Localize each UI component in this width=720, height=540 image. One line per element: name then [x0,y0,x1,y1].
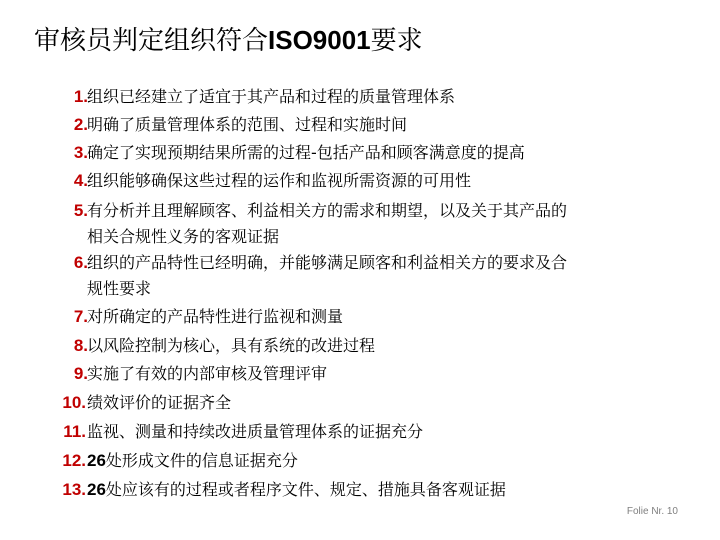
title-standard: ISO9001 [268,25,371,55]
item-text: 组织已经建立了适宜于其产品和过程的质量管理体系 [87,87,456,106]
item-text-line: 组织的产品特性已经明确，并能够满足顾客和利益相关方的要求及合 [87,253,568,272]
item-number: 8. [73,336,88,355]
item-text-line: 规性要求 [87,279,152,298]
item-number: 11. [63,422,86,441]
item-number: 2. [73,115,88,134]
item-text-rest: 处应该有的过程或者程序文件、规定、措施具备客观证据 [105,480,506,499]
item-number: 3. [73,143,88,162]
item-count: 26 [87,451,106,470]
item-number: 5. [73,201,88,220]
item-text-rest: 处形成文件的信息证据充分 [105,451,298,470]
item-text: 实施了有效的内部审核及管理评审 [87,364,328,383]
slide-number: Folie Nr. 10 [626,506,678,517]
item-count: 26 [87,480,106,499]
item-text [87,198,697,250]
item-text [87,448,697,474]
item-number: 6. [73,253,88,272]
title-suffix: 要求 [370,26,423,56]
item-number: 13. [62,480,86,499]
item-text-line: 有分析并且理解顾客、利益相关方的需求和期望，以及关于其产品的 [87,201,568,220]
item-text [87,250,697,302]
item-number: 7. [73,307,88,326]
item-number: 1. [73,87,88,106]
item-number: 4. [73,171,88,190]
item-text: 组织能够确保这些过程的运作和监视所需资源的可用性 [87,171,472,190]
item-number: 12. [62,451,86,470]
item-text: 绩效评价的证据齐全 [87,393,232,412]
item-text: 监视、测量和持续改进质量管理体系的证据充分 [87,422,424,441]
item-number: 10. [62,393,86,412]
item-text: 明确了质量管理体系的范围、过程和实施时间 [87,115,408,134]
item-text-line: 相关合规性义务的客观证据 [87,227,280,246]
item-text: 对所确定的产品特性进行监视和测量 [87,307,344,326]
item-text: 确定了实现预期结果所需的过程-包括产品和顾客满意度的提高 [87,143,525,162]
title-prefix: 审核员判定组织符合 [34,26,269,56]
item-text [87,477,697,503]
item-number: 9. [73,364,88,383]
item-text: 以风险控制为核心，具有系统的改进过程 [87,336,376,355]
